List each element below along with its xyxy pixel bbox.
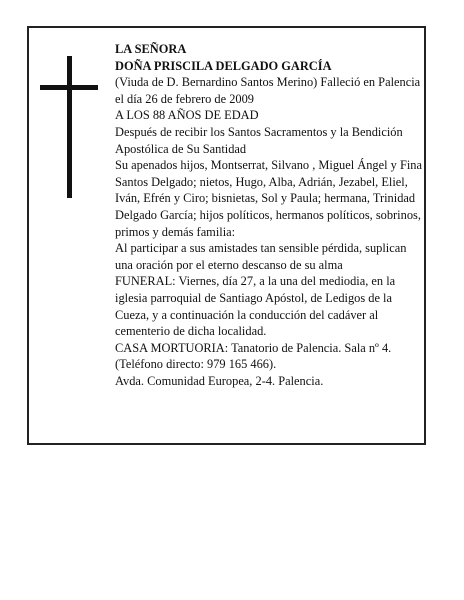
notice-text — [115, 41, 423, 389]
notice-heading: LA SEÑORA — [115, 42, 187, 56]
deceased-name: DOÑA PRISCILA DELGADO GARCÍA — [115, 58, 332, 73]
family-list: Su apenados hijos, Montserrat, Silvano , Miguel Ángel y Fina Santos Delgado; nietos, Hugo, Alba, Adrián, Jezabel, Eliel, Iván, Efrén y Ciro; bisnietas, Sol y Paula; hermana, Trinidad Delgado García; hijos políticos, hermanos políticos, sobrinos, primos y demás familia: — [115, 158, 422, 239]
sacraments-line: Después de recibir los Santos Sacramentos y la Bendición Apostólica de Su Santidad — [115, 124, 403, 156]
death-info: (Viuda de D. Bernardino Santos Merino) Falleció en Palencia el día 26 de febrero de 2009 — [115, 75, 421, 106]
cross-horizontal-bar — [40, 85, 98, 90]
funeral-home: CASA MORTUORIA: Tanatorio de Palencia. Sala nº 4. (Teléfono directo: 979 165 466). — [115, 340, 392, 372]
age-line: A LOS 88 AÑOS DE EDAD — [115, 108, 259, 123]
funeral-details: FUNERAL: Viernes, día 27, a la una del mediodia, en la iglesia parroquial de Santiago Apóstol, de Ledigos de la Cueza, y a continuación la conducción del cadáver al cementerio de dicha localidad. — [115, 274, 396, 339]
prayer-request: Al participar a sus amistades tan sensible pérdida, suplican una oración por el eterno descanso de su alma — [115, 241, 407, 272]
obituary-notice — [27, 26, 426, 445]
cross-vertical-bar — [67, 56, 72, 198]
funeral-home-address: Avda. Comunidad Europea, 2-4. Palencia. — [115, 373, 324, 388]
